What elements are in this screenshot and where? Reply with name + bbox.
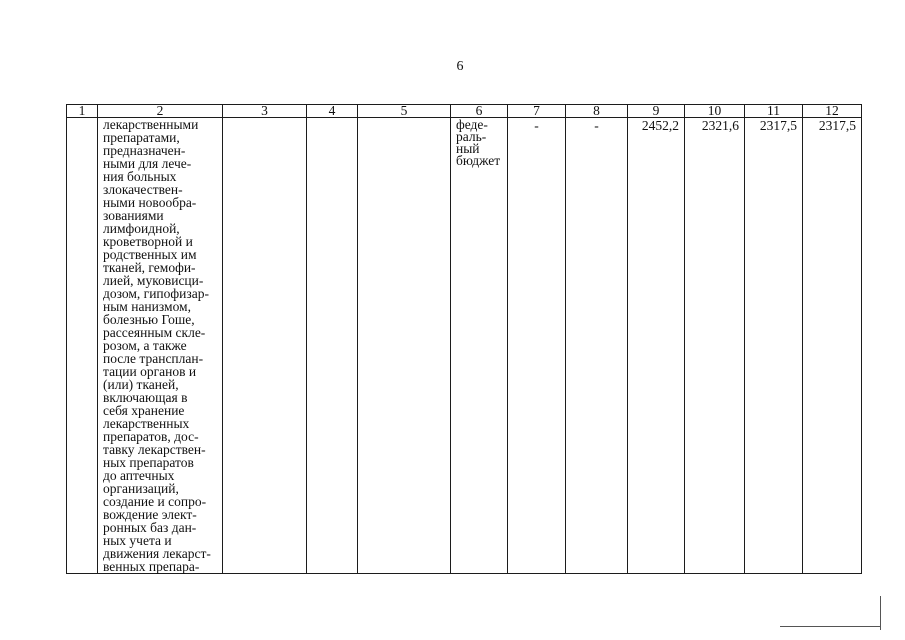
description-line: зованиями	[103, 208, 164, 223]
column-header: 8	[566, 105, 628, 118]
description-line: после трансплан-	[103, 351, 204, 366]
description-line: родственных им	[103, 247, 197, 262]
amount-cell: 2317,5	[745, 118, 803, 574]
column-header: 11	[745, 105, 803, 118]
description-line: венных препара-	[103, 559, 200, 574]
description-line: до аптечных	[103, 468, 175, 483]
funding-source-cell	[451, 118, 508, 574]
description-line: препаратов, дос-	[103, 429, 199, 444]
description-line: ных учета и	[103, 533, 172, 548]
budget-table	[66, 104, 862, 574]
amount-cell: 2317,5	[803, 118, 862, 574]
description-line: злокачествен-	[103, 182, 183, 197]
table-cell	[307, 118, 358, 574]
funding-source-line: ный	[456, 141, 480, 156]
description-line: вождение элект-	[103, 507, 197, 522]
description-line: себя хранение	[103, 403, 185, 418]
amount-cell: 2321,6	[685, 118, 745, 574]
funding-source-line: раль-	[456, 129, 487, 144]
column-header: 2	[98, 105, 223, 118]
description-line: создание и сопро-	[103, 494, 207, 509]
table-cell	[223, 118, 307, 574]
column-header: 4	[307, 105, 358, 118]
amount-cell: 2452,2	[628, 118, 685, 574]
description-line: тканей, гемофи-	[103, 260, 196, 275]
funding-source-line: бюджет	[456, 153, 501, 168]
description-line: рассеянным скле-	[103, 325, 206, 340]
table-row	[67, 118, 862, 574]
description-line: лекарственных	[103, 416, 190, 431]
column-header: 6	[451, 105, 508, 118]
description-line: предназначен-	[103, 143, 186, 158]
description-line: ным нанизмом,	[103, 299, 191, 314]
table-cell	[358, 118, 451, 574]
column-header: 5	[358, 105, 451, 118]
description-line: розом, а также	[103, 338, 187, 353]
description-cell	[98, 118, 223, 574]
margin-rule	[880, 596, 881, 630]
description-line: тации органов и	[103, 364, 197, 379]
description-line: лимфоидной,	[103, 221, 180, 236]
description-line: болезнью Гоше,	[103, 312, 195, 327]
description-line: тавку лекарствен-	[103, 442, 206, 457]
description-line: ронных баз дан-	[103, 520, 197, 535]
description-line: ния больных	[103, 169, 177, 184]
description-line: лекарственными	[103, 117, 199, 132]
column-header: 3	[223, 105, 307, 118]
description-line: кроветворной и	[103, 234, 193, 249]
column-header: 7	[508, 105, 566, 118]
funding-source-line: феде-	[456, 117, 488, 132]
description-line: ными новообра-	[103, 195, 197, 210]
column-number-row	[67, 105, 862, 118]
page-number: 6	[456, 59, 464, 74]
footer-rule	[780, 626, 881, 627]
description-line: лией, муковисци-	[103, 273, 204, 288]
table-cell: -	[566, 118, 628, 574]
column-header: 9	[628, 105, 685, 118]
column-header: 10	[685, 105, 745, 118]
description-line: (или) тканей,	[103, 377, 179, 392]
description-line: ными для лече-	[103, 156, 192, 171]
description-line: дозом, гипофизар-	[103, 286, 209, 301]
description-line: организаций,	[103, 481, 179, 496]
description-line: ных препаратов	[103, 455, 194, 470]
description-line: препаратами,	[103, 130, 180, 145]
table-cell: -	[508, 118, 566, 574]
description-line: движения лекарст-	[103, 546, 211, 561]
column-header: 12	[803, 105, 862, 118]
table-cell	[67, 118, 98, 574]
description-line: включающая в	[103, 390, 188, 405]
column-header: 1	[67, 105, 98, 118]
